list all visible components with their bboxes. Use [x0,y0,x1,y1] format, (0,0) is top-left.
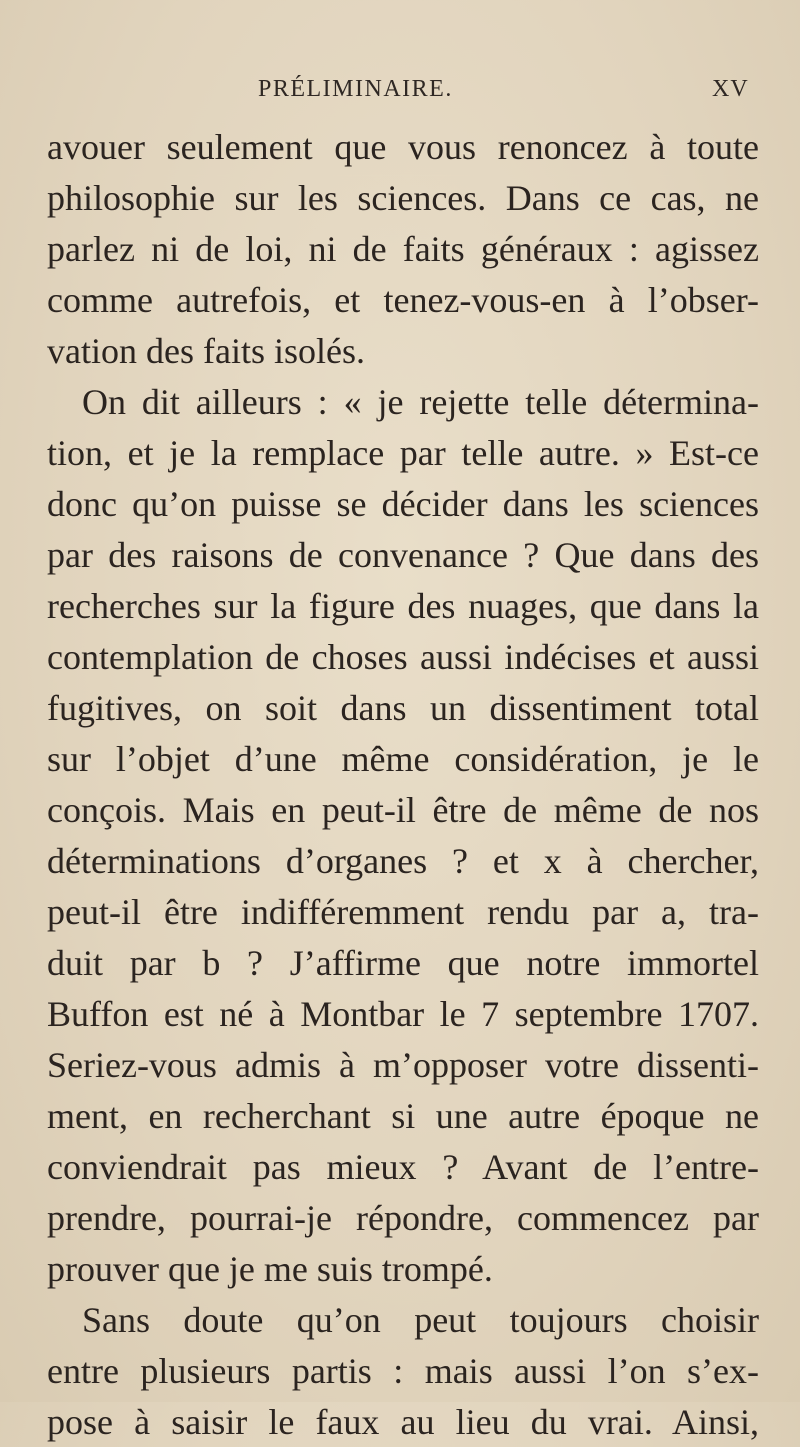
page-header [0,76,800,116]
text-line: fugitives, on soit dans un dissentiment total [47,688,759,728]
text-line: On dit ailleurs : « je rejette telle détermina- [82,382,759,422]
running-title: PRÉLIMINAIRE. [258,76,453,102]
text-line: conçois. Mais en peut-il être de même de nos [47,790,759,830]
text-line: prendre, pourrai-je répondre, commencez par [47,1198,759,1238]
text-line: Seriez-vous admis à m’opposer votre dissenti- [47,1045,759,1085]
text-line: conviendrait pas mieux ? Avant de l’entre- [47,1147,759,1187]
text-line: entre plusieurs partis : mais aussi l’on s’ex- [47,1351,759,1391]
text-line: donc qu’on puisse se décider dans les sciences [47,484,759,524]
text-line: duit par b ? J’affirme que notre immortel [47,943,759,983]
text-line: philosophie sur les sciences. Dans ce cas, ne [47,178,759,218]
text-line: pose à saisir le faux au lieu du vrai. Ainsi, [47,1402,759,1442]
text-line: Sans doute qu’on peut toujours choisir [82,1300,759,1340]
text-line: déterminations d’organes ? et x à chercher, [47,841,759,881]
text-line: tion, et je la remplace par telle autre. » Est-ce [47,433,759,473]
text-line: vation des faits isolés. [47,331,365,371]
text-line: ment, en recherchant si une autre époque ne [47,1096,759,1136]
text-line: comme autrefois, et tenez-vous-en à l’obser- [47,280,759,320]
text-line: prouver que je me suis trompé. [47,1249,493,1289]
text-line: Buffon est né à Montbar le 7 septembre 1707. [47,994,759,1034]
text-line: peut-il être indifféremment rendu par a, tra- [47,892,759,932]
text-line: avouer seulement que vous renoncez à toute [47,127,759,167]
text-line: sur l’objet d’une même considération, je le [47,739,759,779]
page-number: XV [712,76,749,102]
text-line: par des raisons de convenance ? Que dans des [47,535,759,575]
text-line: parlez ni de loi, ni de faits généraux : agissez [47,229,759,269]
text-line: recherches sur la figure des nuages, que dans la [47,586,759,626]
text-line: contemplation de choses aussi indécises et aussi [47,637,759,677]
